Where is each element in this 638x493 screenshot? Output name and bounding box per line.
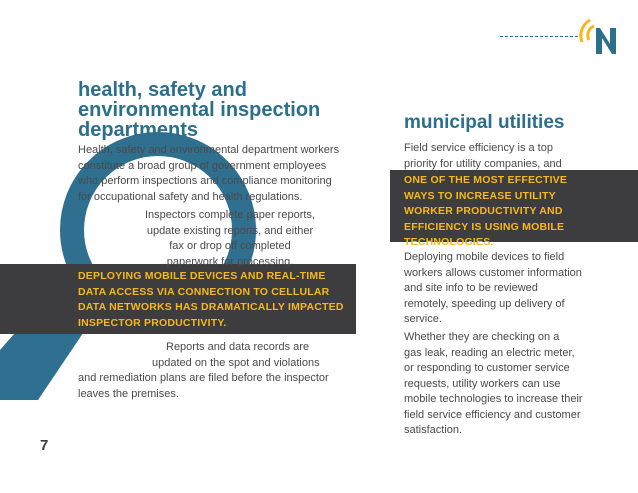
text-line: Inspectors complete paper reports,	[145, 209, 315, 221]
callout-line: DATA NETWORKS HAS DRAMATICALLY IMPACTED	[78, 301, 344, 313]
text-line: leaves the premises.	[78, 387, 179, 400]
text-line: who perform inspections and compliance monitoring	[78, 175, 332, 187]
text-line: updated on the spot and violations	[152, 356, 320, 369]
left-paper-reports-paragraph	[110, 208, 350, 270]
left-reports-paragraph	[78, 340, 358, 402]
heading-line: environmental inspection	[78, 99, 321, 121]
right-section-heading: municipal utilities	[404, 112, 565, 133]
text-line: fax or drop off completed	[169, 240, 291, 252]
left-intro-paragraph	[78, 143, 358, 205]
text-line: Health, safety and environmental department workers	[78, 144, 340, 156]
text-line: and remediation plans are filed before the inspector	[78, 372, 329, 384]
text-line: priority for utility companies, and	[404, 157, 562, 170]
callout-line: INSPECTOR PRODUCTIVITY.	[78, 316, 227, 329]
text-line: or responding to customer service	[404, 362, 570, 374]
callout-line: TECHNOLOGIES.	[404, 236, 494, 248]
callout-line: WAYS TO INCREASE UTILITY	[404, 189, 556, 202]
callout-line: WORKER PRODUCTIVITY AND	[404, 205, 563, 217]
text-line: mobile technologies to increase their	[404, 393, 583, 405]
logo-letter-n	[596, 28, 616, 54]
text-line: workers allows customer information	[404, 266, 582, 279]
text-line: Whether they are checking on a	[404, 331, 560, 343]
text-line: remotely, speeding up delivery of	[404, 297, 565, 310]
text-line: update existing reports, and either	[146, 224, 314, 237]
text-line: and site info to be reviewed	[404, 282, 538, 294]
left-callout-text	[78, 269, 344, 331]
callout-line: DATA ACCESS VIA CONNECTION TO CELLULAR	[78, 285, 330, 298]
text-line: requests, utility workers can use	[404, 377, 561, 390]
text-line: for occupational safety and health regulations.	[78, 190, 303, 203]
left-section-heading	[78, 80, 358, 140]
dashed-divider	[500, 36, 578, 37]
text-line: service.	[404, 313, 442, 325]
text-line: constitute a broad group of government employees	[78, 159, 327, 172]
text-line: paperwork for processing.	[166, 255, 294, 268]
text-line: Deploying mobile devices to field	[404, 251, 565, 263]
heading-line: health, safety and	[78, 79, 247, 101]
brand-n-logo-icon	[578, 14, 622, 58]
text-line: field service efficiency and customer	[404, 408, 581, 421]
logo-signal-arc-inner	[588, 26, 594, 40]
text-line: Reports and data records are	[166, 341, 310, 353]
callout-line: ONE OF THE MOST EFFECTIVE	[404, 174, 568, 186]
right-callout-text	[404, 173, 567, 251]
text-line: satisfaction.	[404, 424, 463, 436]
text-line: gas leak, reading an electric meter,	[404, 346, 575, 359]
heading-line: departments	[78, 119, 199, 141]
callout-line: EFFICIENCY IS USING MOBILE	[404, 220, 565, 233]
text-line: Field service efficiency is a top	[404, 142, 553, 154]
callout-line: DEPLOYING MOBILE DEVICES AND REAL-TIME	[78, 270, 326, 282]
right-deploying-paragraph	[404, 250, 582, 328]
page-number: 7	[40, 437, 49, 454]
right-whether-paragraph	[404, 330, 583, 439]
right-intro-paragraph	[404, 141, 562, 172]
